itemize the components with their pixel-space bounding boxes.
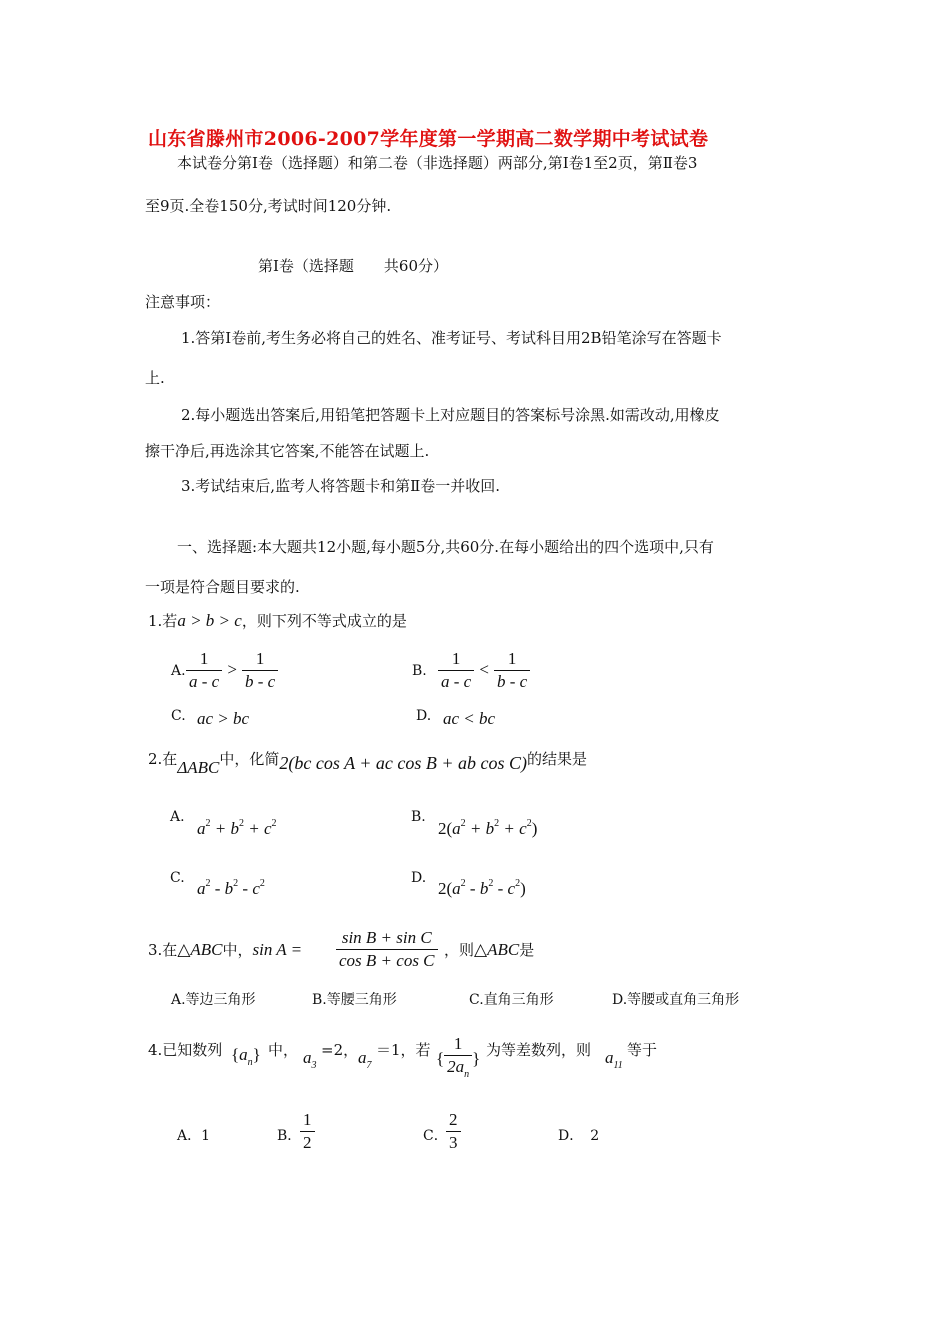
q2-option-a-label: A. xyxy=(170,809,185,825)
note-3-line-1: 3.考试结束后,监考人将答题卡和第Ⅱ卷一并收回. xyxy=(181,477,501,495)
section-heading: 第Ⅰ卷（选择题 共60分） xyxy=(258,257,449,275)
q3-option-a: A.等边三角形 xyxy=(171,992,256,1008)
q2-option-c-label: C. xyxy=(170,870,185,886)
q2-prefix: 2.在 xyxy=(148,750,178,768)
q2-option-d-expr: $2(a^2 - b^2 - c^2)$ xyxy=(438,878,526,898)
q2-option-b-expr: $2(a^2 + b^2 + c^2)$ xyxy=(438,818,538,838)
part1-line-2: 一项是符合题目要求的. xyxy=(145,578,300,596)
q1-condition: a > b > c xyxy=(177,611,242,630)
q2-option-c-expr: $a^2 - b^2 - c^2$ xyxy=(197,878,265,898)
q4-option-b-label: B． xyxy=(277,1128,302,1144)
q3-suffix: 是 xyxy=(519,941,535,959)
q1-option-b-label: B. xyxy=(412,663,427,679)
part1-line-1: 一、选择题:本大题共12小题,每小题5分,共60分.在每小题给出的四个选项中,只有 xyxy=(177,538,714,556)
q4-a3: $a_3$ xyxy=(303,1048,317,1071)
q4-option-d: D． 2 xyxy=(558,1128,600,1144)
q3-option-b: B.等腰三角形 xyxy=(312,992,397,1008)
note-2-line-1: 2.每小题选出答案后,用铅笔把答题卡上对应题目的答案标号涂黑.如需改动,用橡皮 xyxy=(181,406,720,424)
q4-option-c-frac: $\frac{2}{3}$ xyxy=(446,1109,461,1154)
q2-triangle: ΔABC xyxy=(177,758,220,777)
q3-comma: ，则 xyxy=(444,941,475,959)
q1-option-a-label: A. xyxy=(171,663,186,679)
q3-prefix: 3.在 xyxy=(148,941,178,959)
q2-option-b-label: B. xyxy=(411,809,426,825)
q3-fraction: $\frac{\text{sin B + sin C}}{\text{cos B + cos C}}$ xyxy=(336,927,438,972)
q1-option-b-expr: $\frac{1}{a - c}$ < $\frac{1}{b - c}$ xyxy=(438,648,530,693)
q4-prefix: 4.已知数列 xyxy=(148,1041,223,1059)
q4-option-c-label: C． xyxy=(423,1128,448,1144)
q4-a7: $a_7$ xyxy=(358,1048,372,1071)
q4-suffix: 等于 xyxy=(627,1041,658,1059)
q3-mid: 中， xyxy=(222,941,253,959)
q4-option-b-frac: $\frac{1}{2}$ xyxy=(300,1109,315,1154)
note-2-line-2: 擦干净后,再选涂其它答案,不能答在试题上. xyxy=(145,442,430,460)
q2-option-a-expr: $a^2 + b^2 + c^2$ xyxy=(197,818,277,838)
q3-lhs: sin A = xyxy=(252,940,303,959)
q1-stem xyxy=(148,611,407,631)
q3-option-c: C.直角三角形 xyxy=(469,992,554,1008)
notice-label: 注意事项： xyxy=(145,293,221,311)
intro-line-1: 本试卷分第Ⅰ卷（选择题）和第二卷（非选择题）两部分,第Ⅰ卷1至2页，第Ⅱ卷3 xyxy=(177,154,698,172)
q4-a7-value: ＝1，若 xyxy=(376,1041,431,1059)
q1-prefix: 1.若 xyxy=(148,612,178,630)
q2-suffix: 的结果是 xyxy=(527,750,588,768)
note-1-line-2: 上. xyxy=(145,369,165,387)
q3-stem-b xyxy=(444,940,534,960)
q1-suffix: ，则下列不等式成立的是 xyxy=(241,612,407,630)
q4-sequence: $\{a_n\}$ xyxy=(231,1045,261,1068)
q4-fraction: { $\frac{1}{2a_n}$ } xyxy=(436,1033,480,1086)
q4-mid2: 为等差数列，则 xyxy=(486,1041,592,1059)
q1-option-d-expr: ac < bc xyxy=(443,709,496,728)
q4-option-a: A．1 xyxy=(177,1128,211,1144)
q3-option-d: D.等腰或直角三角形 xyxy=(612,992,740,1008)
note-1-line-1: 1.答第Ⅰ卷前,考生务必将自己的姓名、准考证号、考试科目用2B铅笔涂写在答题卡 xyxy=(181,329,722,347)
q2-mid: 中，化简 xyxy=(219,750,280,768)
q3-triangle-2: △ABC xyxy=(474,940,520,959)
q2-option-d-label: D. xyxy=(411,870,427,886)
q2-stem xyxy=(148,748,588,777)
q4-a3-value: =2， xyxy=(321,1041,359,1059)
q1-option-a-expr: $\frac{1}{a - c}$ > $\frac{1}{b - c}$ xyxy=(186,648,278,693)
q1-option-d-label: D. xyxy=(416,708,432,724)
q3-triangle: △ABC xyxy=(177,940,223,959)
q3-stem-a xyxy=(148,940,302,960)
q1-option-c-expr: ac > bc xyxy=(197,709,250,728)
q2-expression: 2(bc cos A + ac cos B + ab cos C) xyxy=(279,753,528,773)
q4-a11: $a_{11}$ xyxy=(605,1048,623,1071)
q1-option-c-label: C. xyxy=(171,708,186,724)
q4-mid1: 中， xyxy=(268,1041,299,1059)
exam-title: 山东省滕州市2006-2007学年度第一学期高二数学期中考试试卷 xyxy=(148,128,709,150)
intro-line-2: 至9页.全卷150分,考试时间120分钟. xyxy=(145,197,392,215)
